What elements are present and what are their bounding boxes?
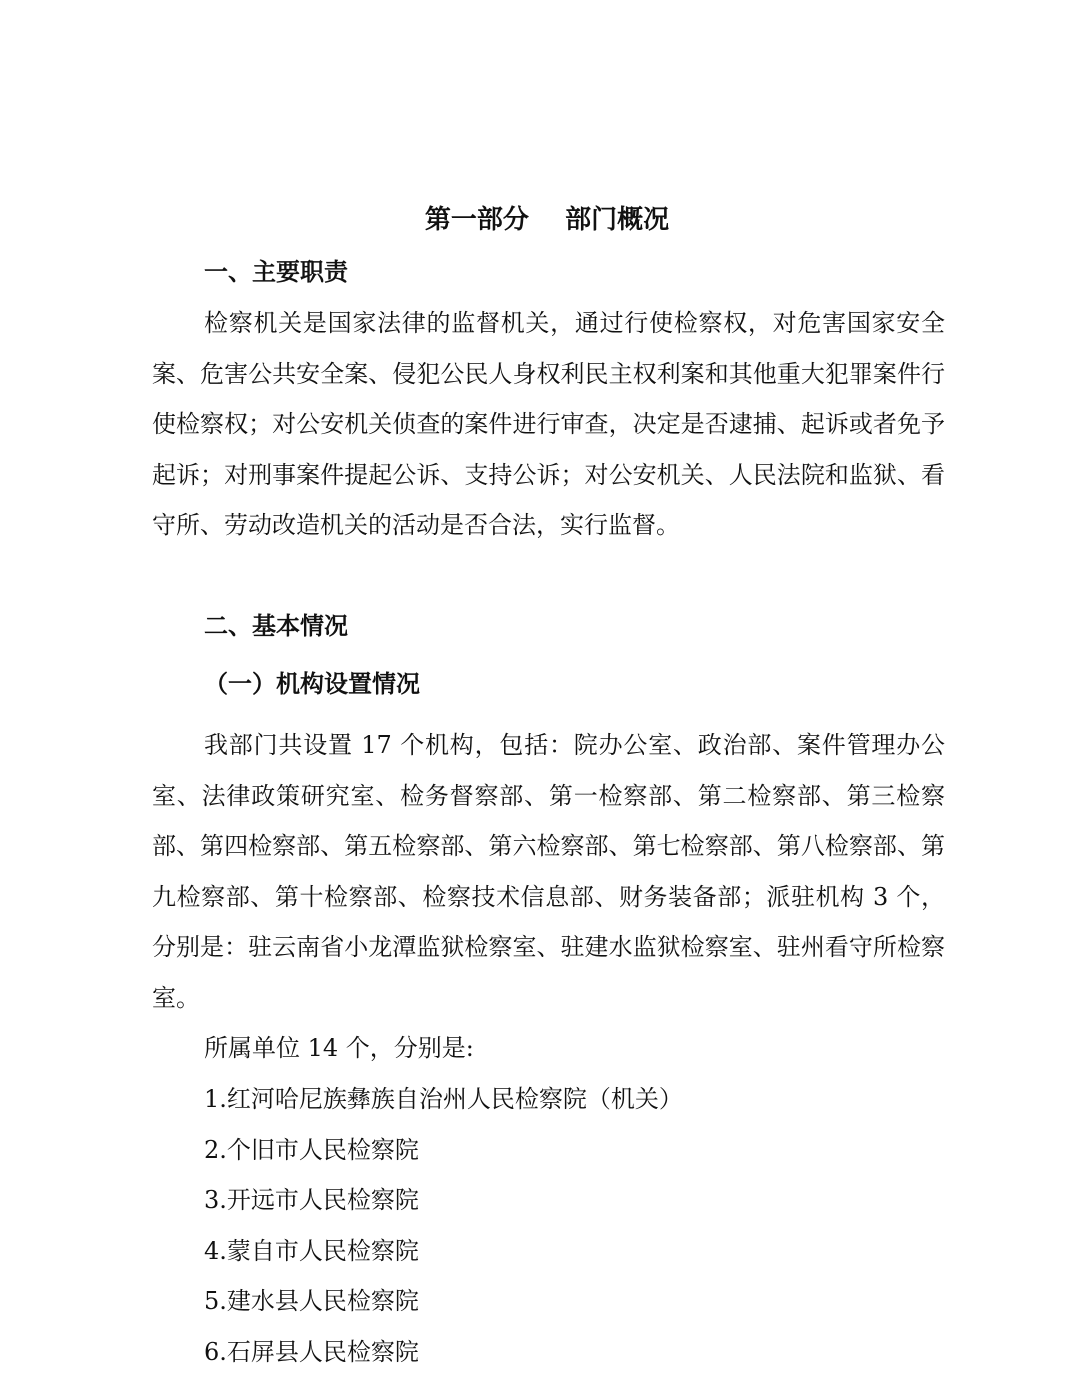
- units-intro: 所属单位 14 个，分别是:: [204, 1034, 474, 1062]
- list-item: 1.红河哈尼族彝族自治州人民检察院（机关）: [204, 1085, 683, 1113]
- page-title: 第一部分 部门概况: [424, 205, 670, 235]
- section-heading-main-duties: 一、主要职责: [204, 258, 348, 286]
- list-item: 3.开远市人民检察院: [204, 1186, 419, 1215]
- list-item: 4.蒙自市人民检察院: [204, 1236, 419, 1265]
- list-item: 6.石屏县人民检察院: [204, 1337, 419, 1366]
- section-heading-basic-info: 二、基本情况: [204, 612, 348, 640]
- list-item: 5.建水县人民检察院: [204, 1287, 419, 1316]
- units-list: [204, 1074, 683, 1378]
- list-item: 2.个旧市人民检察院: [204, 1135, 419, 1164]
- subsection-heading-org-setup: （一）机构设置情况: [204, 669, 420, 698]
- org-setup-paragraph: 我部门共设置 17 个机构，包括：院办公室、政治部、案件管理办公室、法律政策研究室、检务督察部、第一检察部、第二检察部、第三检察部、第四检察部、第五检察部、第六检察部、第七检察部、第八检察部、第九检察部、第十检察部、检察技术信息部、财务装备部；派驻机构 3 个，分别是：驻云南省小龙潭监狱检察室、驻建水监狱检察室、驻州看守所检察室。: [152, 731, 945, 1012]
- main-duties-paragraph: 检察机关是国家法律的监督机关，通过行使检察权，对危害国家安全案、危害公共安全案、侵犯公民人身权利民主权利案和其他重大犯罪案件行使检察权；对公安机关侦查的案件进行审查，决定是否逮捕、起诉或者免予起诉；对刑事案件提起公诉、支持公诉；对公安机关、人民法院和监狱、看守所、劳动改造机关的活动是否合法，实行监督。: [152, 309, 945, 540]
